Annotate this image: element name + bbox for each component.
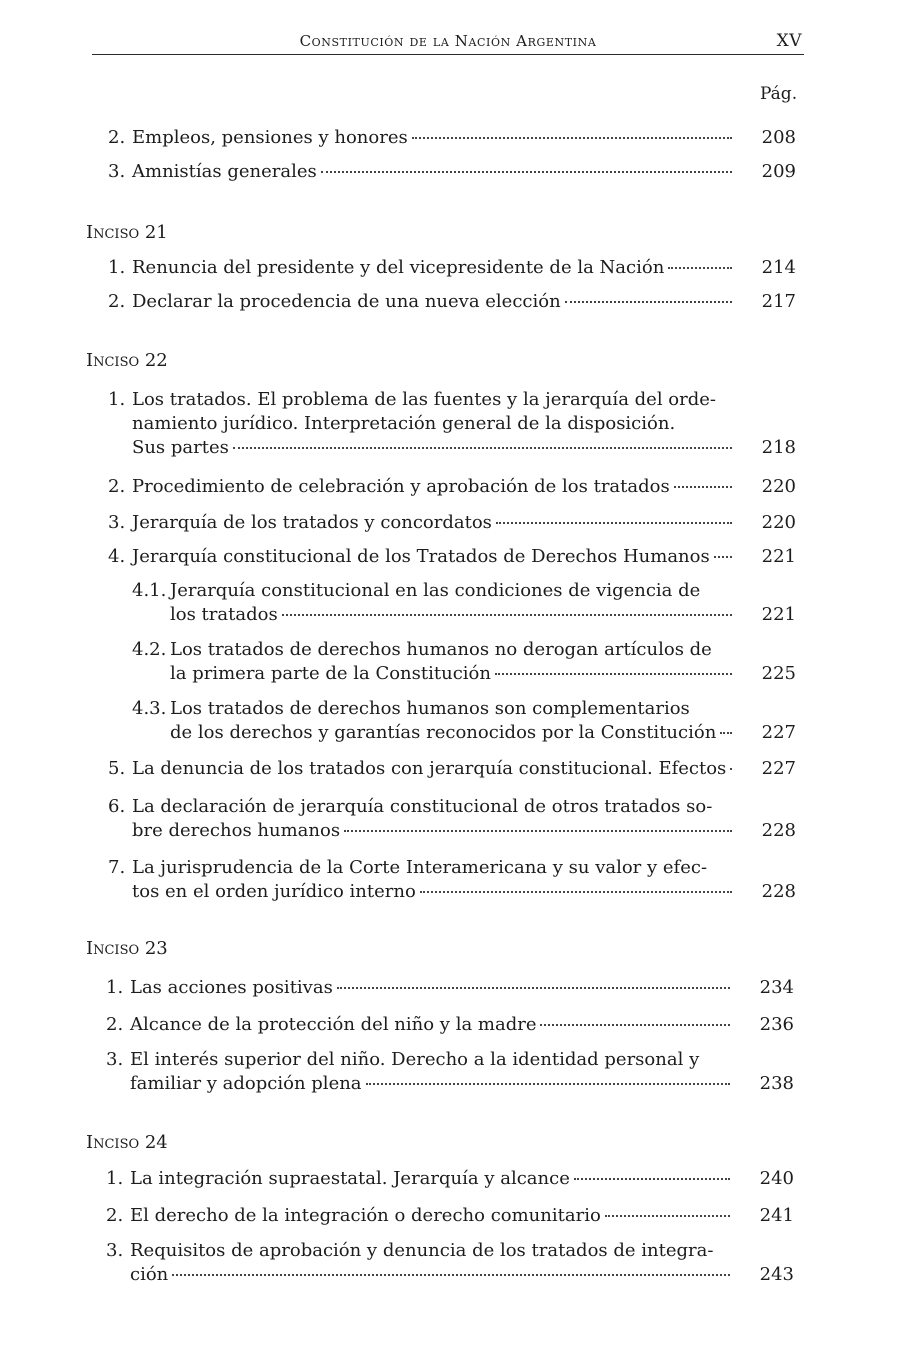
section-heading: Inciso 23	[86, 938, 168, 959]
toc-page-number: 236	[759, 1014, 794, 1035]
toc-subentry[interactable]: 4.1. Jerarquía constitucional en las condiciones de vigencia de los tratados 221	[132, 580, 796, 625]
toc-subentry[interactable]: 4.3. Los tratados de derechos humanos son complementarios de los derechos y garantías reconocidos por la Constitución 227	[132, 698, 796, 743]
toc-entry-text: Jerarquía de los tratados y concordatos	[132, 512, 492, 533]
toc-entry[interactable]: 2. Procedimiento de celebración y aprobación de los tratados 220	[108, 476, 796, 497]
toc-entry-text: Los tratados de derechos humanos son complementarios	[170, 698, 690, 719]
toc-page-number: 227	[761, 758, 796, 779]
toc-entry-text: Los tratados. El problema de las fuentes y la jerarquía del orde-	[132, 389, 716, 410]
toc-page-number: 225	[761, 663, 796, 684]
dot-leader	[605, 1215, 730, 1217]
toc-page-number: 227	[761, 722, 796, 743]
toc-page-number: 243	[759, 1264, 794, 1285]
toc-page-number: 228	[761, 881, 796, 902]
toc-page-number: 220	[761, 476, 796, 497]
toc-entry-text: familiar y adopción plena	[130, 1073, 362, 1094]
dot-leader	[730, 768, 732, 770]
toc-page-number: 240	[759, 1168, 794, 1189]
toc-entry-text: Empleos, pensiones y honores	[132, 127, 408, 148]
toc-entry[interactable]: 3. Jerarquía de los tratados y concordatos 220	[108, 512, 796, 533]
dot-leader	[674, 486, 732, 488]
toc-entry[interactable]: 1. La integración supraestatal. Jerarquía y alcance 240	[106, 1168, 794, 1189]
toc-entry[interactable]: 2. Empleos, pensiones y honores 208	[108, 127, 796, 148]
toc-entry-text: Renuncia del presidente y del vicepresidente de la Nación	[132, 257, 665, 278]
dot-leader	[565, 301, 732, 303]
toc-entry[interactable]: 3. El interés superior del niño. Derecho a la identidad personal y familiar y adopción plena 238	[106, 1049, 794, 1094]
dot-leader	[412, 137, 732, 139]
toc-page-number: 234	[759, 977, 794, 998]
dot-leader	[496, 522, 732, 524]
dot-leader	[344, 830, 732, 832]
toc-entry-text: Jerarquía constitucional de los Tratados de Derechos Humanos	[132, 546, 710, 567]
running-header	[92, 30, 804, 55]
toc-entry-text: los tratados	[170, 604, 278, 625]
toc-entry-text: Alcance de la protección del niño y la madre	[130, 1014, 537, 1035]
toc-entry-text: Sus partes	[132, 437, 229, 458]
toc-entry[interactable]: 2. Alcance de la protección del niño y la madre 236	[106, 1014, 794, 1035]
toc-page-number: 228	[761, 820, 796, 841]
toc-subentry[interactable]: 4.2. Los tratados de derechos humanos no derogan artículos de la primera parte de la Constitución 225	[132, 639, 796, 684]
toc-page-number: 208	[761, 127, 796, 148]
dot-leader	[720, 732, 732, 734]
toc-entry[interactable]: 3. Requisitos de aprobación y denuncia de los tratados de integra- ción 243	[106, 1240, 794, 1285]
toc-entry-text: tos en el orden jurídico interno	[132, 881, 416, 902]
section-heading: Inciso 24	[86, 1132, 168, 1153]
running-header-title: Constitución de la Nación Argentina	[299, 32, 597, 50]
toc-entry-text: namiento jurídico. Interpretación general de la disposición.	[132, 413, 676, 434]
toc-entry[interactable]: 1. Los tratados. El problema de las fuentes y la jerarquía del orde- namiento jurídico. Interpretación general de la disposición. Sus partes 218	[108, 389, 796, 458]
dot-leader	[337, 987, 730, 989]
toc-entry-text: Los tratados de derechos humanos no derogan artículos de	[170, 639, 712, 660]
dot-leader	[321, 171, 732, 173]
toc-entry-text: La integración supraestatal. Jerarquía y alcance	[130, 1168, 570, 1189]
toc-entry-text: La denuncia de los tratados con jerarquía constitucional. Efectos	[132, 758, 727, 779]
dot-leader	[668, 267, 732, 269]
toc-entry[interactable]: 2. El derecho de la integración o derecho comunitario 241	[106, 1205, 794, 1226]
toc-page-number: 214	[761, 257, 796, 278]
dot-leader	[420, 891, 732, 893]
toc-entry-text: bre derechos humanos	[132, 820, 341, 841]
toc-entry[interactable]: 5. La denuncia de los tratados con jerarquía constitucional. Efectos 227	[108, 758, 796, 779]
toc-entry-text: ción	[130, 1264, 169, 1285]
toc-entry-text: Amnistías generales	[132, 161, 317, 182]
toc-entry-text: Requisitos de aprobación y denuncia de los tratados de integra-	[130, 1240, 714, 1261]
toc-entry-text: la primera parte de la Constitución	[170, 663, 491, 684]
toc-page-number: 218	[761, 437, 796, 458]
toc-page-number: 238	[759, 1073, 794, 1094]
dot-leader	[495, 673, 732, 675]
toc-entry[interactable]: 6. La declaración de jerarquía constitucional de otros tratados so- bre derechos humanos 228	[108, 796, 796, 841]
toc-entry-text: El derecho de la integración o derecho comunitario	[130, 1205, 601, 1226]
toc-entry-text: Las acciones positivas	[130, 977, 333, 998]
toc-page-number: 221	[761, 604, 796, 625]
toc-page-number: 241	[759, 1205, 794, 1226]
toc-entry-text: La jurisprudencia de la Corte Interamericana y su valor y efec-	[132, 857, 708, 878]
toc-entry[interactable]: 3. Amnistías generales 209	[108, 161, 796, 182]
dot-leader	[574, 1178, 730, 1180]
toc-entry[interactable]: 7. La jurisprudencia de la Corte Interamericana y su valor y efec- tos en el orden jurídico interno 228	[108, 857, 796, 902]
dot-leader	[233, 447, 732, 449]
dot-leader	[540, 1024, 730, 1026]
toc-entry-text: de los derechos y garantías reconocidos por la Constitución	[170, 722, 717, 743]
page-column-label: Pág.	[760, 84, 798, 104]
toc-page-number: 209	[761, 161, 796, 182]
toc-entry[interactable]: 1. Las acciones positivas 234	[106, 977, 794, 998]
toc-entry[interactable]: 1. Renuncia del presidente y del vicepresidente de la Nación 214	[108, 257, 796, 278]
dot-leader	[282, 614, 732, 616]
toc-page-number: 220	[761, 512, 796, 533]
section-heading: Inciso 21	[86, 222, 168, 243]
toc-entry[interactable]: 2. Declarar la procedencia de una nueva elección 217	[108, 291, 796, 312]
toc-entry-text: El interés superior del niño. Derecho a la identidad personal y	[130, 1049, 700, 1070]
page-number: XV	[776, 31, 802, 51]
toc-entry-text: Jerarquía constitucional en las condiciones de vigencia de	[170, 580, 701, 601]
toc-entry-text: Declarar la procedencia de una nueva elección	[132, 291, 561, 312]
toc-entry-text: Procedimiento de celebración y aprobación de los tratados	[132, 476, 670, 497]
toc-page-number: 221	[761, 546, 796, 567]
section-heading: Inciso 22	[86, 350, 168, 371]
dot-leader	[366, 1083, 730, 1085]
toc-page-number: 217	[761, 291, 796, 312]
toc-entry-text: La declaración de jerarquía constitucional de otros tratados so-	[132, 796, 713, 817]
toc-entry[interactable]: 4. Jerarquía constitucional de los Tratados de Derechos Humanos 221	[108, 546, 796, 567]
dot-leader	[172, 1274, 730, 1276]
dot-leader	[714, 556, 732, 558]
